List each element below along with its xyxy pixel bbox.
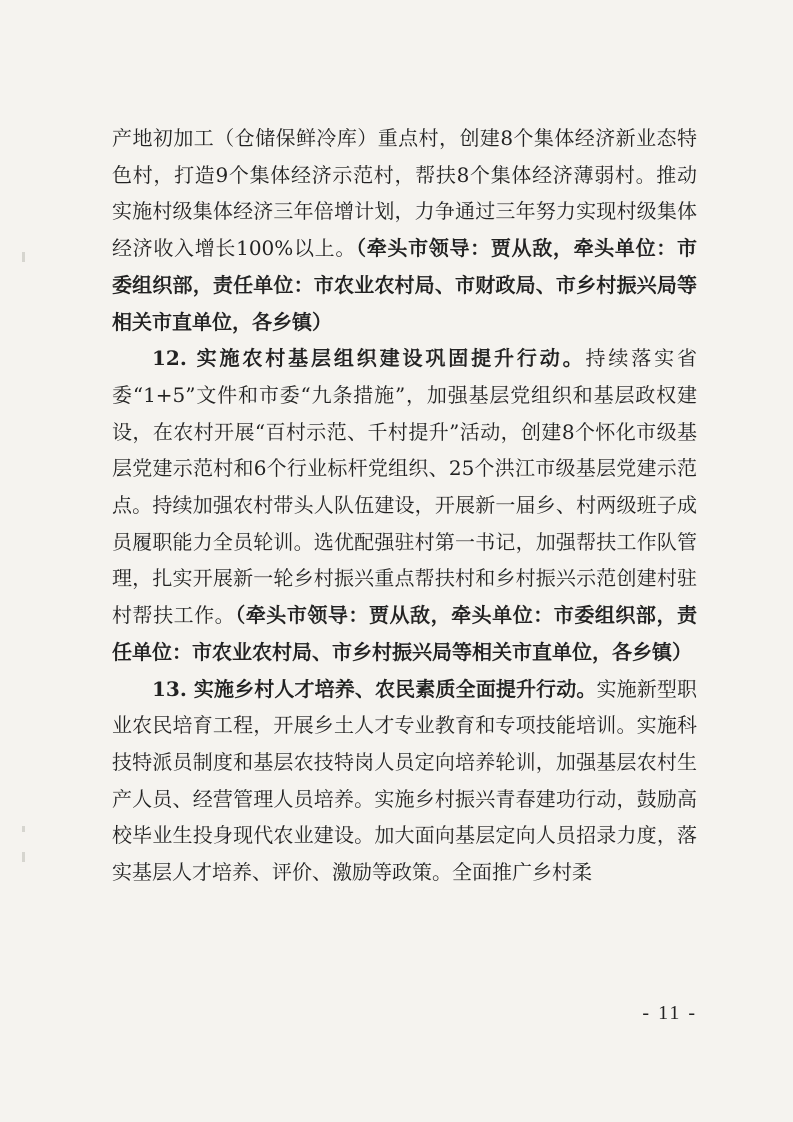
paragraph-text: 持续落实省委“1+5”文件和市委“九条措施”，加强基层党组织和基层政权建设，在农村开展“百村示范、千村提升”活动，创建8个怀化市级基层党建示范村和6个行业标杆党组织、25个洪江市级基层党建示范点。持续加强农村带头人队伍建设，开展新一届乡、村两级班子成员履职能力全员轮训。选优配强驻村第一书记，加强帮扶工作队管理，扎实开展新一轮乡村振兴重点帮扶村和乡村振兴示范创建村驻村帮扶工作。 xyxy=(112,346,697,628)
paragraph-item-13 xyxy=(112,671,697,891)
paragraph-text: 实施新型职业农民培育工程，开展乡土人才专业教育和专项技能培训。实施科技特派员制度和基层农技特岗人员定向培养轮训，加强基层农村生产人员、经营管理人员培养。实施乡村振兴青春建功行动，鼓励高校毕业生投身现代农业建设。加大面向基层定向人员招录力度，落实基层人才培养、评价、激励等政策。全面推广乡村柔 xyxy=(112,676,698,885)
responsibility-note: （牵头市领导：贾从敌，牵头单位：市委组织部，责任单位：市农业农村局、市财政局、市乡村振兴局等相关市直单位，各乡镇） xyxy=(112,236,697,334)
item-heading: 12. 实施农村基层组织建设巩固提升行动。 xyxy=(152,346,586,371)
paragraph-continued xyxy=(112,120,697,340)
responsibility-note: （牵头市领导：贾从敌，牵头单位：市委组织部，责任单位：市农业农村局、市乡村振兴局等相关市直单位，各乡镇） xyxy=(112,603,698,664)
scan-mark xyxy=(22,852,25,862)
item-heading: 13. 实施乡村人才培养、农民素质全面提升行动。 xyxy=(152,676,597,701)
scan-mark xyxy=(22,826,25,832)
scan-mark xyxy=(22,252,25,262)
paragraph-text: 产地初加工（仓储保鲜冷库）重点村，创建8个集体经济新业态特色村，打造9个集体经济示范村，帮扶8个集体经济薄弱村。推动实施村级集体经济三年倍增计划，力争通过三年努力实现村级集体经济收入增长100%以上。 xyxy=(112,126,697,261)
document-body xyxy=(112,120,697,891)
paragraph-item-12 xyxy=(112,340,697,670)
page-number: - 11 - xyxy=(642,1002,697,1024)
